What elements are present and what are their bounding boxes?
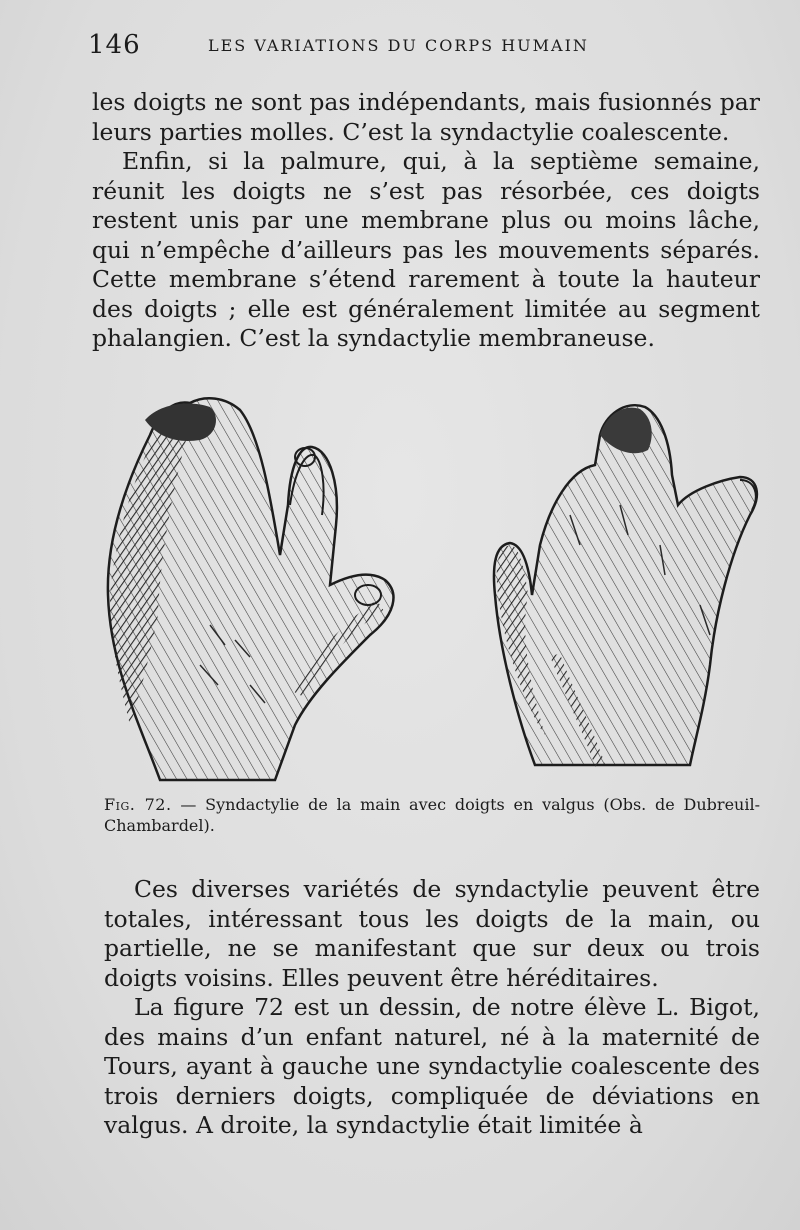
figure-caption-text: — Syndactylie de la main avec doigts en valgus (Obs. de Dubreuil-Chambardel). — [104, 795, 760, 835]
body-text-top — [92, 88, 760, 354]
paragraph: les doigts ne sont pas indépendants, mais fusionnés par leurs parties molles. C’est la syndactylie coalescente. — [92, 88, 760, 146]
left-hand-drawing — [108, 398, 394, 780]
right-hand-drawing — [494, 405, 757, 765]
figure-caption — [104, 794, 760, 836]
paragraph: Enfin, si la palmure, qui, à la septième semaine, réunit les doigts ne s’est pas résorbée, ces doigts restent unis par une membrane plus ou moins lâche, qui n’empêche d’ailleurs pas les mouvements séparés. Cette membrane s’étend rarement à toute la hauteur des doigts ; elle est généralement limitée au segment phalangien. C’est la syndactylie membraneuse. — [92, 147, 760, 352]
page-header — [88, 30, 760, 66]
paragraph: Ces diverses variétés de syndactylie peuvent être totales, intéressant tous les doigts de la main, ou partielle, ne se manifestant que sur deux ou trois doigts voisins. Elles peuvent être héréditaires. — [104, 875, 760, 992]
figure-label: Fig. 72. — [104, 795, 172, 814]
body-text-bottom — [104, 875, 760, 1141]
page-number: 146 — [88, 30, 141, 60]
paragraph: La figure 72 est un dessin, de notre élève L. Bigot, des mains d’un enfant naturel, né à la maternité de Tours, ayant à gauche une syndactylie coalescente des trois derniers doigts, compliquée de déviations en valgus. A droite, la syndactylie était limitée à — [104, 993, 760, 1139]
figure-72-illustration — [100, 395, 770, 787]
running-head: LES VARIATIONS DU CORPS HUMAIN — [208, 36, 589, 55]
